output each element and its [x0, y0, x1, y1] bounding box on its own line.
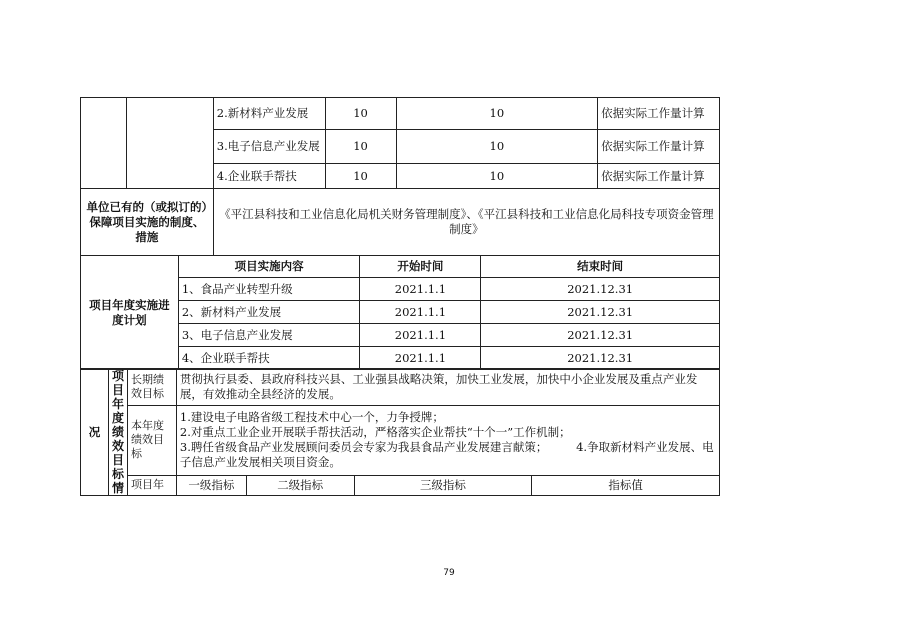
long-term-text: 贯彻执行县委、县政府科技兴县、工业强县战略决策，加快工业发展，加快中小企业发展及重点产业发展，有效推动全县经济的发展。	[176, 369, 719, 406]
annual-line: 1.建设电子电路省级工程技术中心一个，力争授牌；	[179, 410, 444, 425]
table-row	[81, 189, 720, 256]
schedule-end: 2021.12.31	[481, 324, 720, 347]
performance-vertical-text: 项目年度绩效目标情	[111, 369, 124, 495]
funds-item: 3.电子信息产业发展	[213, 130, 325, 164]
schedule-content: 3、电子信息产业发展	[178, 324, 360, 347]
schedule-content: 4、企业联手帮扶	[178, 347, 360, 370]
funds-basis: 依据实际工作量计算	[598, 98, 720, 130]
performance-outer-label: 况	[81, 369, 109, 496]
indicator-header: 一级指标	[176, 475, 246, 495]
column-header-content: 项目实施内容	[178, 256, 360, 278]
schedule-start: 2021.1.1	[360, 347, 481, 370]
column-header-start: 开始时间	[360, 256, 481, 278]
funds-value-a: 10	[325, 164, 396, 189]
schedule-start: 2021.1.1	[360, 278, 481, 301]
indicator-header: 二级指标	[246, 475, 354, 495]
table-row	[81, 98, 720, 130]
annual-label: 本年度绩效目标	[127, 406, 176, 476]
table-row	[81, 369, 720, 406]
indicator-header: 三级指标	[354, 475, 532, 495]
schedule-content: 1、食品产业转型升级	[178, 278, 360, 301]
performance-vertical-label	[108, 369, 127, 496]
annual-line: 3.聘任省级食品产业发展顾问委员会专家为我县食品产业发展建言献策； 4.争取新材料产业发展、电子信息产业发展相关项目资金。	[179, 440, 714, 470]
funds-value-b: 10	[396, 130, 598, 164]
funds-item: 4.企业联手帮扶	[213, 164, 325, 189]
safeguard-text: 《平江县科技和工业信息化局机关财务管理制度》、《平江县科技和工业信息化局科技专项资金管理制度》	[213, 189, 719, 256]
funds-value-b: 10	[396, 164, 598, 189]
long-term-label: 长期绩效目标	[127, 369, 176, 406]
funds-value-a: 10	[325, 130, 396, 164]
funds-item: 2.新材料产业发展	[213, 98, 325, 130]
table-row	[81, 406, 720, 476]
safeguard-label: 单位已有的（或拟订的）保障项目实施的制度、措施	[81, 189, 214, 256]
funds-basis: 依据实际工作量计算	[598, 130, 720, 164]
table-row	[81, 256, 720, 278]
indicator-header: 指标值	[532, 475, 720, 495]
funds-table	[80, 97, 720, 189]
column-header-end: 结束时间	[481, 256, 720, 278]
schedule-end: 2021.12.31	[481, 278, 720, 301]
schedule-table	[80, 255, 720, 370]
funds-value-b: 10	[396, 98, 598, 130]
annual-text	[176, 406, 719, 476]
schedule-label: 项目年度实施进度计划	[81, 256, 179, 370]
indicator-row-label: 项目年	[127, 475, 176, 495]
page-number: 79	[443, 568, 455, 578]
funds-value-a: 10	[325, 98, 396, 130]
schedule-end: 2021.12.31	[481, 301, 720, 324]
annual-line: 2.对重点工业企业开展联手帮扶活动，严格落实企业帮扶“十个一”工作机制；	[179, 425, 571, 440]
schedule-start: 2021.1.1	[360, 324, 481, 347]
performance-table	[80, 368, 720, 496]
funds-basis: 依据实际工作量计算	[598, 164, 720, 189]
schedule-end: 2021.12.31	[481, 347, 720, 370]
safeguard-table	[80, 188, 720, 256]
schedule-content: 2、新材料产业发展	[178, 301, 360, 324]
table-row	[81, 475, 720, 495]
schedule-start: 2021.1.1	[360, 301, 481, 324]
